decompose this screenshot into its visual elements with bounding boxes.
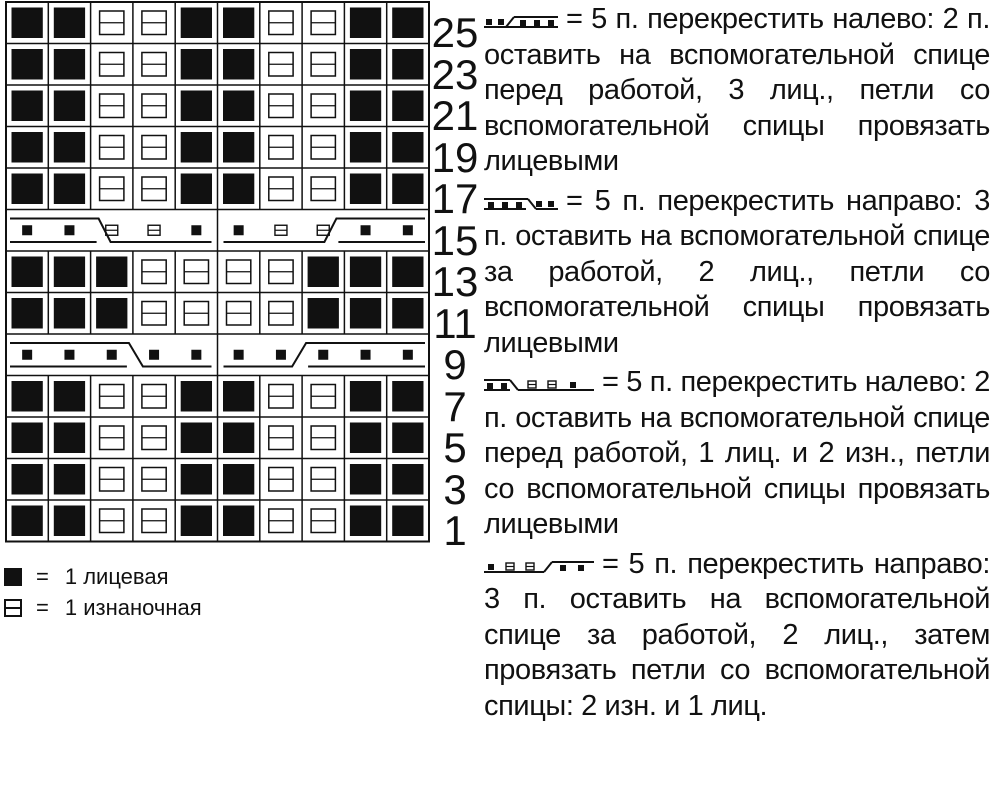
knit-stitch	[181, 132, 212, 163]
instruction-text: = 5 п. перекрестить налево: 2 п. оставить на вспомогательной спице перед работой, 1 лиц. и 2 изн., петли со вспомогательной спицы провязать лицевыми	[484, 366, 990, 540]
knit-stitch	[223, 464, 254, 495]
knit-stitch	[392, 423, 423, 454]
knit-stitch	[54, 423, 85, 454]
row-number: 5	[443, 424, 467, 471]
knit-stitch	[181, 464, 212, 495]
instruction-text: = 5 п. перекрестить налево: 2 п. оставить на вспомогательной спице перед работой, 3 лиц., петли со вспомогательной спицы провязать лицевыми	[484, 3, 990, 177]
knit-stitch	[350, 91, 381, 122]
knit-stitch	[403, 350, 413, 360]
knit-stitch	[350, 423, 381, 454]
row-number: 15	[431, 216, 479, 264]
row-number: 19	[431, 133, 479, 181]
knit-stitch	[223, 423, 254, 454]
knit-stitch	[223, 91, 254, 122]
knit-stitch	[223, 381, 254, 412]
knit-stitch	[350, 49, 381, 80]
knit-stitch	[12, 174, 43, 205]
knit-stitch	[234, 225, 244, 235]
knit-stitch	[54, 257, 85, 288]
knit-stitch	[318, 350, 328, 360]
knit-stitch	[54, 381, 85, 412]
knit-stitch	[223, 132, 254, 163]
row-number: 3	[443, 465, 467, 513]
row-number: 11	[433, 299, 477, 347]
knit-stitch	[54, 174, 85, 205]
knit-stitch	[223, 506, 254, 537]
knit-stitch	[54, 91, 85, 122]
knit-stitch	[54, 464, 85, 495]
row-number: 1	[443, 507, 467, 554]
knit-stitch	[392, 174, 423, 205]
instruction-item	[484, 184, 990, 362]
cross-left-knit-icon	[484, 14, 558, 28]
knit-stitch	[392, 91, 423, 122]
knit-stitch	[12, 49, 43, 80]
legend-knit-label: 1 лицевая	[64, 564, 169, 589]
knit-stitch	[181, 381, 212, 412]
knit-stitch	[12, 423, 43, 454]
knit-stitch	[54, 49, 85, 80]
cross-right-knit-icon	[484, 196, 558, 210]
knit-stitch	[392, 132, 423, 163]
knit-stitch	[223, 49, 254, 80]
knit-stitch	[22, 350, 32, 360]
knit-stitch	[308, 298, 339, 329]
knit-stitch	[12, 8, 43, 39]
knit-stitch	[361, 225, 371, 235]
instruction-text: = 5 п. перекрестить направо: 3 п. оставить на вспомогательной спице за работой, 2 лиц., петли со вспомогательной спицы провязать лицевыми	[484, 184, 990, 359]
knit-stitch	[12, 506, 43, 537]
row-number: 17	[431, 175, 479, 222]
knit-stitch	[276, 350, 286, 360]
instruction-item	[484, 2, 990, 180]
knit-stitch	[392, 49, 423, 80]
knit-stitch	[12, 132, 43, 163]
knit-stitch-icon	[4, 568, 22, 586]
knit-stitch	[181, 49, 212, 80]
cross-left-mixed-icon	[484, 377, 594, 391]
legend-knit	[4, 563, 169, 591]
row-number: 25	[431, 9, 479, 56]
knit-stitch	[191, 225, 201, 235]
knit-stitch	[181, 91, 212, 122]
knit-stitch	[12, 381, 43, 412]
purl-stitch-icon	[4, 599, 22, 617]
row-number: 23	[431, 50, 479, 98]
knit-stitch	[403, 225, 413, 235]
knit-stitch	[96, 298, 127, 329]
knit-stitch	[181, 8, 212, 39]
knit-stitch	[350, 381, 381, 412]
knit-stitch	[181, 174, 212, 205]
cross-right-mixed-icon	[484, 559, 594, 573]
knit-stitch	[350, 132, 381, 163]
instructions	[484, 2, 990, 728]
instruction-text: = 5 п. перекрестить направо: 3 п. оставить на вспомогательной спице за работой, 2 лиц., затем провязать петли со вспомогательной спицы: 2 изн. и 1 лиц.	[484, 547, 990, 722]
knit-stitch	[392, 381, 423, 412]
knit-stitch	[64, 350, 74, 360]
knit-stitch	[54, 132, 85, 163]
knit-stitch	[350, 8, 381, 39]
knit-stitch	[392, 506, 423, 537]
knit-stitch	[392, 257, 423, 288]
knitting-chart	[0, 0, 430, 560]
knit-stitch	[12, 298, 43, 329]
knit-stitch	[392, 8, 423, 39]
knit-stitch	[392, 298, 423, 329]
instruction-item	[484, 365, 990, 543]
row-number: 9	[443, 341, 467, 388]
knit-stitch	[96, 257, 127, 288]
knit-stitch	[181, 423, 212, 454]
knit-stitch	[234, 350, 244, 360]
row-number: 21	[431, 92, 479, 139]
knit-stitch	[350, 506, 381, 537]
knit-stitch	[12, 91, 43, 122]
knit-stitch	[64, 225, 74, 235]
knit-stitch	[12, 464, 43, 495]
knit-stitch	[54, 8, 85, 39]
knit-stitch	[361, 350, 371, 360]
knit-stitch	[191, 350, 201, 360]
legend-eq: =	[36, 564, 49, 589]
row-number: 13	[431, 258, 479, 305]
knit-stitch	[350, 257, 381, 288]
instruction-item	[484, 547, 990, 725]
knit-stitch	[54, 298, 85, 329]
knit-stitch	[181, 506, 212, 537]
knit-stitch	[223, 174, 254, 205]
row-number: 7	[443, 382, 467, 430]
knit-stitch	[350, 298, 381, 329]
legend-purl-label: 1 изнаночная	[64, 595, 202, 620]
knit-stitch	[107, 350, 117, 360]
legend-eq: =	[36, 595, 49, 620]
knit-stitch	[350, 174, 381, 205]
legend-purl	[4, 594, 202, 622]
knit-stitch	[350, 464, 381, 495]
knit-stitch	[223, 8, 254, 39]
knit-stitch	[12, 257, 43, 288]
knit-stitch	[308, 257, 339, 288]
knit-stitch	[149, 350, 159, 360]
knit-stitch	[392, 464, 423, 495]
knit-stitch	[22, 225, 32, 235]
knit-stitch	[54, 506, 85, 537]
